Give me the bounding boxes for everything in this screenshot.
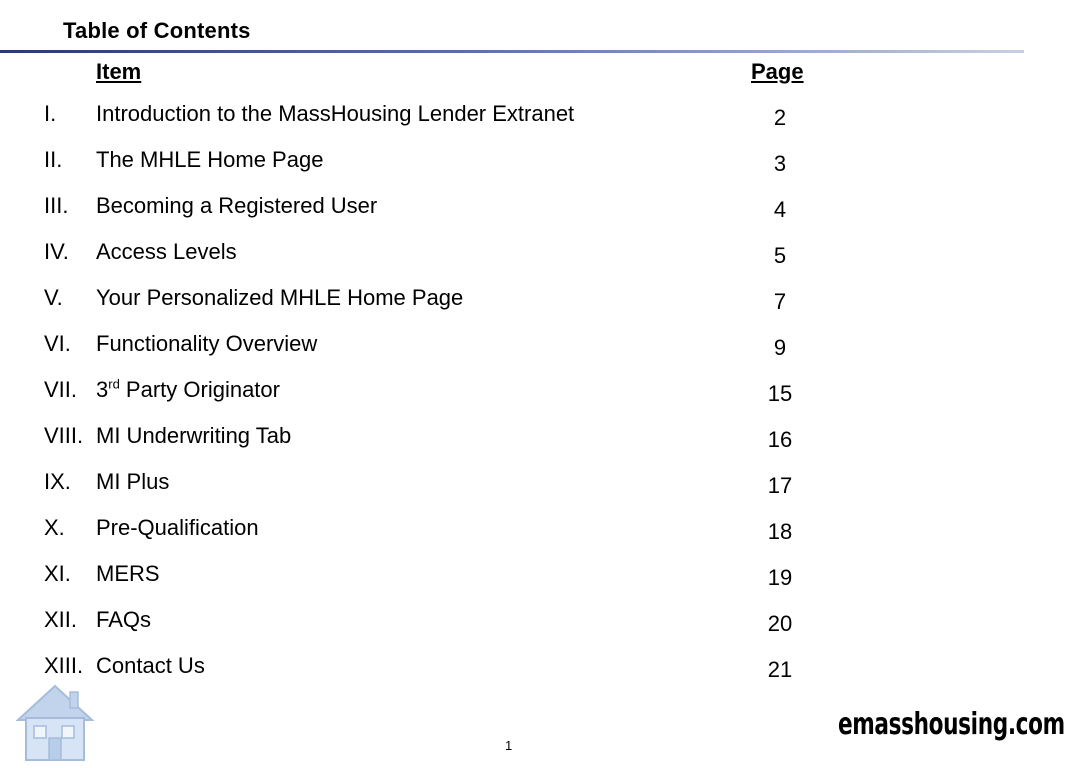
toc-number: IV. [44,239,69,264]
toc-number: I. [44,101,57,126]
toc-number: IX. [44,469,71,494]
toc-label-text: Party Originator [119,377,280,402]
toc-row [0,607,1024,653]
toc-label-superscript: rd [108,376,120,392]
toc-page: 3 [773,151,787,176]
toc-page: 9 [773,335,787,360]
toc-row [0,653,1024,699]
house-logo-icon [12,680,98,764]
toc-page: 7 [773,289,787,314]
toc-label: Access Levels [96,239,237,264]
toc-number: X. [44,515,65,540]
toc-row [0,101,1024,147]
toc-number: VII. [44,377,78,402]
toc-page: 19 [767,565,793,590]
toc-page: 17 [767,473,793,498]
toc-label: Functionality Overview [96,331,318,356]
toc-label: Your Personalized MHLE Home Page [96,285,464,310]
toc-label: MERS [96,561,160,586]
toc-label: Becoming a Registered User [96,193,378,218]
toc-row [0,331,1024,377]
toc-label-ordinal: 3 [96,377,109,402]
toc-row [0,285,1024,331]
toc-row [0,239,1024,285]
toc-page: 4 [773,197,787,222]
emasshousing-logo: emasshousing.com [838,707,1065,742]
toc-label: The MHLE Home Page [96,147,324,172]
page-title: Table of Contents [63,18,251,43]
toc-number: XII. [44,607,78,632]
toc-row [0,377,1024,423]
toc-row [0,515,1024,561]
toc-row [0,423,1024,469]
toc-label: Introduction to the MassHousing Lender Extranet [96,101,575,126]
toc-number: V. [44,285,63,310]
toc-label [96,377,280,403]
toc-page: 16 [767,427,793,452]
title-divider [0,50,1024,53]
toc-number: XI. [44,561,71,586]
toc-row [0,147,1024,193]
toc-row [0,193,1024,239]
toc-label: MI Underwriting Tab [96,423,292,448]
toc-page: 20 [767,611,793,636]
toc-page: 21 [767,657,793,682]
toc-page: 15 [767,381,793,406]
toc-number: VIII. [44,423,84,448]
toc-row [0,561,1024,607]
toc-page: 18 [767,519,793,544]
toc-number: XIII. [44,653,84,678]
toc-number: III. [44,193,69,218]
page-number: 1 [505,738,513,753]
item-column-header: Item [96,59,142,84]
toc-page: 2 [773,105,787,130]
toc-label: MI Plus [96,469,170,494]
toc-label: Contact Us [96,653,205,678]
toc-row [0,469,1024,515]
toc-number: VI. [44,331,71,356]
toc-page: 5 [773,243,787,268]
toc-number: II. [44,147,63,172]
toc-label: Pre-Qualification [96,515,259,540]
page-column-header: Page [751,59,804,84]
toc-label: FAQs [96,607,152,632]
